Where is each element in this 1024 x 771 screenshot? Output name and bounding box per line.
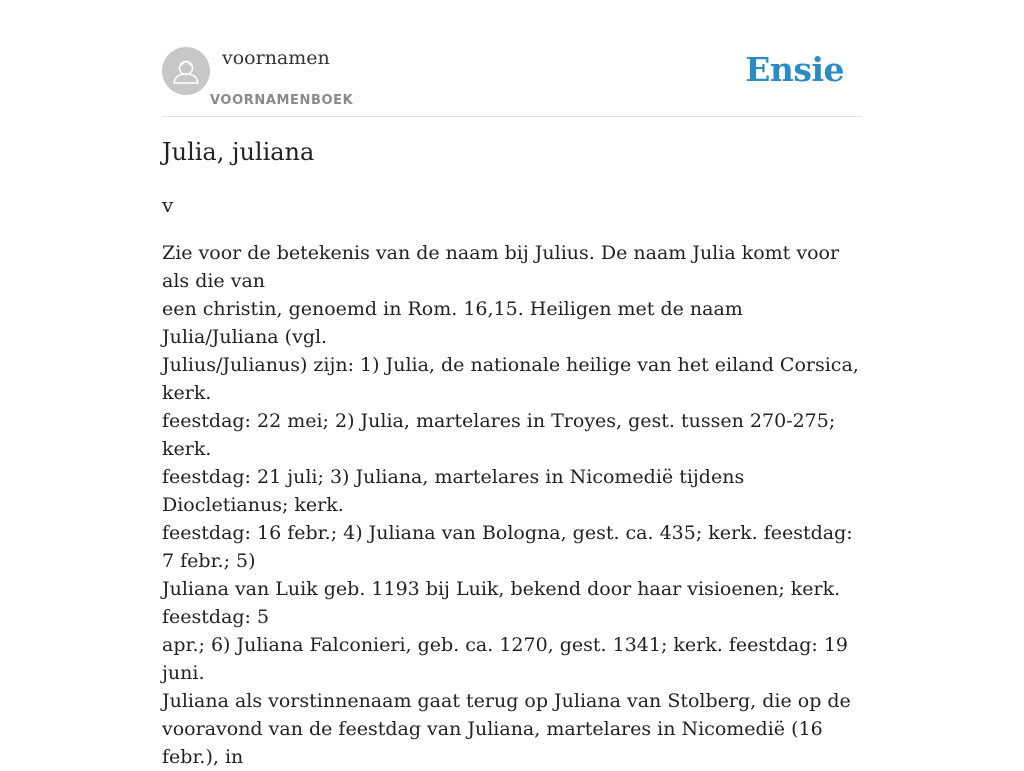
page-header <box>162 46 862 117</box>
profile-name[interactable]: voornamen <box>222 47 330 69</box>
entry-title: Julia, juliana <box>162 138 315 166</box>
user-avatar-icon[interactable] <box>162 47 210 95</box>
brand-logo[interactable]: Ensie <box>745 50 844 89</box>
entry-gender: v <box>162 193 174 217</box>
entry-definition: Zie voor de betekenis van de naam bij Julius. De naam Julia komt voor als die van een christin, genoemd in Rom. 16,15. Heiligen met de naam Julia/Juliana (vgl. Julius/Julianus) zijn: 1) Julia, de nationale heilige van het eiland Corsica, kerk. feestdag: 22 mei; 2) Julia, martelares in Troyes, gest. tussen 270-275; kerk. feestdag: 21 juli; 3) Juliana, martelares in Nicomedië tijdens Diocletianus; kerk. feestdag: 16 febr.; 4) Juliana van Bologna, gest. ca. 435; kerk. feestdag: 7 febr.; 5) Juliana van Luik geb. 1193 bij Luik, bekend door haar visioenen; kerk. feestdag: 5 apr.; 6) Juliana Falconieri, geb. ca. 1270, gest. 1341; kerk. feestdag: 19 juni. Juliana als vorstinnenaam gaat terug op Juliana van Stolberg, die op de vooravond van de feestdag van Juliana, martelares in Nicomedië (16 febr.), in <box>162 242 859 768</box>
profile-subtitle[interactable]: VOORNAMENBOEK <box>210 93 354 108</box>
user-silhouette-icon <box>162 47 210 95</box>
